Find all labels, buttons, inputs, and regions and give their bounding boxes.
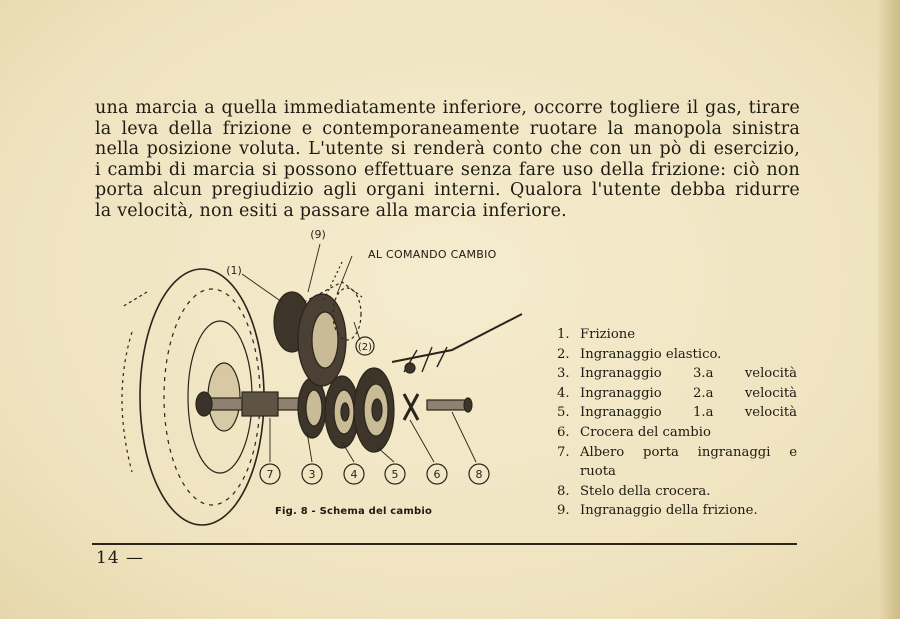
- legend-text: Crocera del cambio: [580, 424, 711, 440]
- legend-text: Ingranaggio 3.a velocità: [580, 366, 797, 382]
- legend-item: [557, 423, 797, 443]
- legend-item: [557, 384, 797, 404]
- legend-number: 4.: [557, 385, 570, 401]
- body-paragraph: [95, 98, 800, 222]
- page-number: 14 —: [96, 548, 145, 568]
- body-line: una marcia a quella immediatamente inferiore, occorre togliere il gas, tirare: [95, 98, 800, 118]
- legend-text: Stelo della crocera.: [580, 483, 711, 499]
- legend-item: [557, 501, 797, 521]
- footer-rule: [92, 543, 797, 545]
- marker-label-2: (2): [357, 342, 373, 353]
- callout-shift-control: AL COMANDO CAMBIO: [368, 248, 497, 261]
- gear-3rd-speed: [298, 378, 326, 438]
- marker-label-3: 3: [308, 468, 316, 481]
- body-line: i cambi di marcia si possono effettuare senza fare uso della frizione: ciò non: [95, 159, 800, 180]
- upper-gear-cluster: [274, 282, 362, 386]
- gear-1st-speed: [354, 368, 394, 452]
- legend-number: 2.: [557, 346, 570, 362]
- legend-number: 8.: [557, 483, 570, 499]
- legend-number: 9.: [557, 503, 570, 519]
- legend-item: [557, 482, 797, 502]
- legend-item: [557, 364, 797, 384]
- legend-text: Albero porta ingranaggi e: [580, 444, 797, 460]
- body-line: la leva della frizione e contemporaneamente ruotare la manopola sinistra: [95, 118, 800, 139]
- legend-text: Ingranaggio 1.a velocità: [580, 405, 797, 421]
- figure-legend: [557, 325, 797, 521]
- legend-text: Ingranaggio della frizione.: [580, 503, 758, 519]
- legend-number: 7.: [557, 444, 570, 460]
- marker-label-1: (1): [226, 264, 242, 277]
- legend-number: 6.: [557, 424, 570, 440]
- page-edge: [878, 0, 900, 619]
- shift-linkage: [324, 262, 522, 373]
- legend-number: 5.: [557, 405, 570, 421]
- gearbox-diagram: [92, 222, 562, 532]
- legend-text: Ingranaggio elastico.: [580, 346, 722, 362]
- marker-label-4: 4: [350, 468, 358, 481]
- body-line: porta alcun pregiudizio agli organi interni. Qualora l'utente debba ridurre: [95, 180, 800, 201]
- legend-number: 1.: [557, 327, 570, 342]
- legend-text: Ingranaggio 2.a velocità: [580, 385, 797, 401]
- legend-item: [557, 443, 797, 463]
- legend-text: ruota: [580, 464, 616, 480]
- body-line: nella posizione voluta. L'utente si renderà conto che con un pò di esercizio,: [95, 139, 800, 160]
- marker-label-7: 7: [266, 468, 274, 481]
- body-line: la velocità, non esiti a passare alla marcia inferiore.: [95, 200, 567, 221]
- marker-label-9: (9): [310, 228, 326, 241]
- crossbar-selector: [404, 394, 472, 420]
- legend-number: 3.: [557, 366, 570, 382]
- legend-item: [557, 403, 797, 423]
- legend-text: Frizione: [580, 327, 636, 342]
- legend-number: [557, 462, 580, 482]
- legend-item: [557, 325, 797, 345]
- marker-label-5: 5: [391, 468, 399, 481]
- marker-label-6: 6: [433, 468, 441, 481]
- marker-label-8: 8: [475, 468, 483, 481]
- figure-caption: Fig. 8 - Schema del cambio: [275, 506, 433, 517]
- legend-item: [557, 462, 797, 482]
- legend-item: [557, 345, 797, 365]
